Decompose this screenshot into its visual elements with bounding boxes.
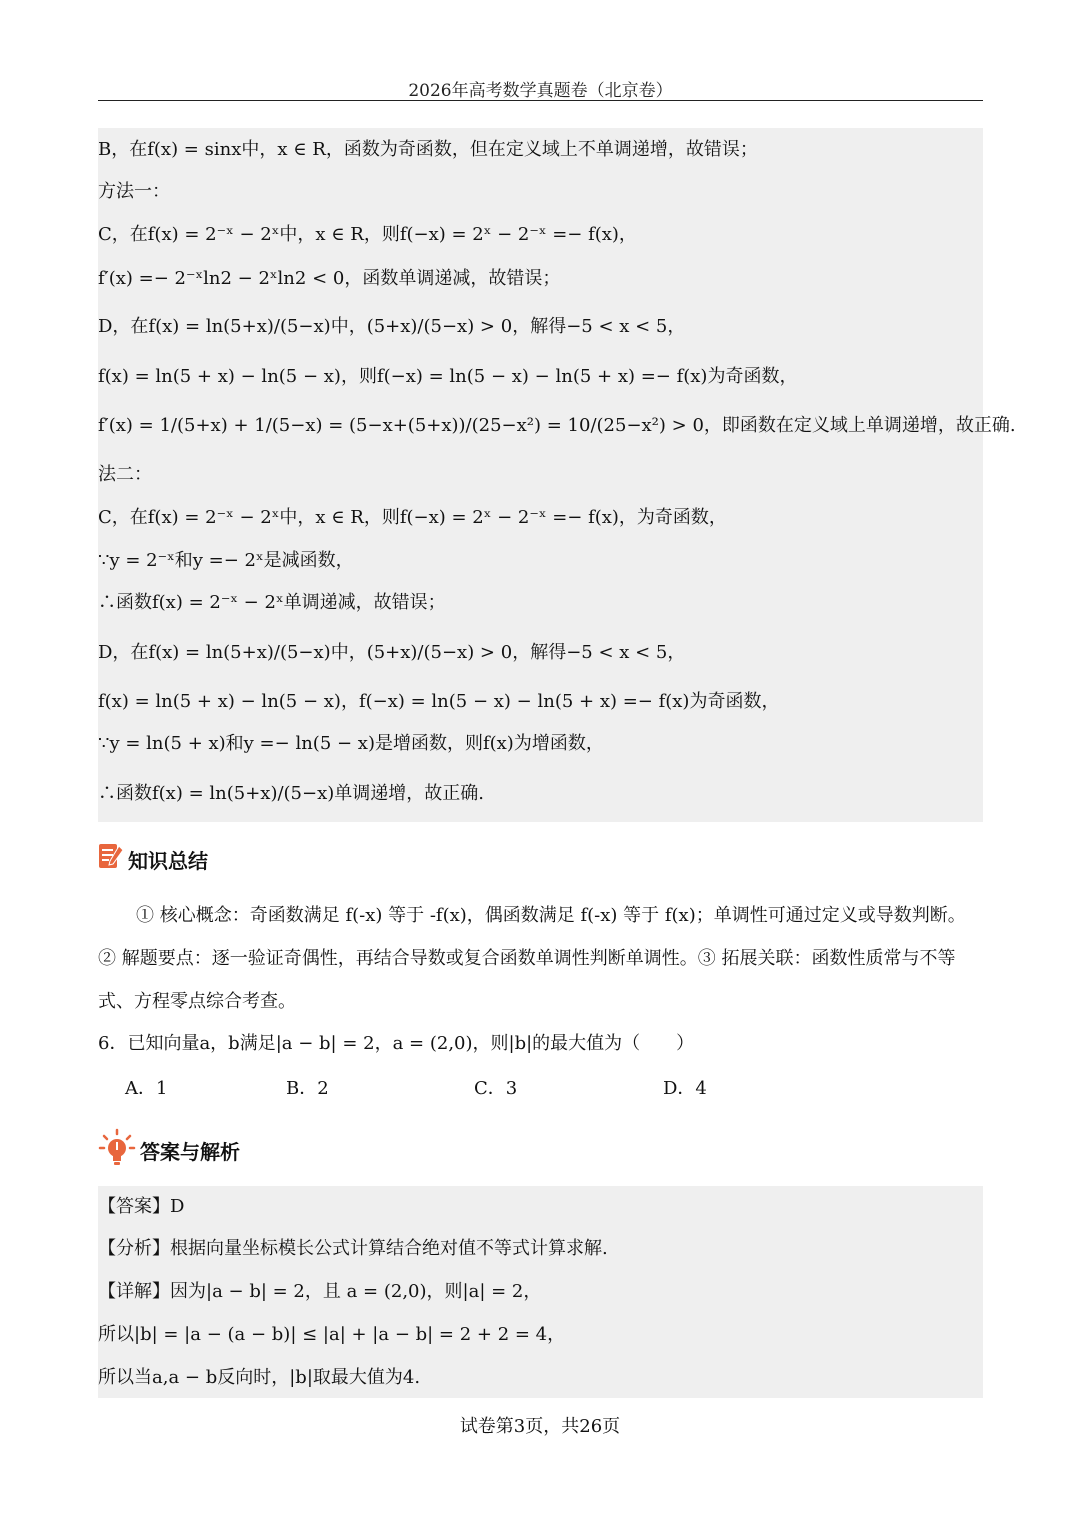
solution-line-10: ∵y = 2⁻ˣ和y =− 2ˣ是减函数， (98, 550, 354, 571)
header-rule (98, 100, 983, 101)
solution-line-3: C，在f(x) = 2⁻ˣ − 2ˣ中，x ∈ R，则f(−x) = 2ˣ − 2⁻ˣ =− f(x)， (98, 224, 637, 245)
solution-line-14: ∵y = ln(5 + x)和y =− ln(5 − x)是增函数，则f(x)为增函数， (98, 733, 604, 754)
notepad-icon (98, 842, 124, 876)
option-a: A．1 (125, 1078, 168, 1099)
solution-line-11: ∴函数f(x) = 2⁻ˣ − 2ˣ单调递减，故错误； (98, 592, 446, 613)
solution-line-15: ∴函数f(x) = ln(5+x)/(5−x)单调递增，故正确. (98, 783, 484, 804)
summary-title: 知识总结 (128, 848, 208, 873)
header-title: 2026年高考数学真题卷（北京卷） (408, 81, 673, 101)
solution-line-12: D，在f(x) = ln(5+x)/(5−x)中，(5+x)/(5−x) > 0，解得−5 < x < 5， (98, 642, 686, 663)
answer-title: 答案与解析 (140, 1139, 240, 1164)
analysis-line: 【分析】根据向量坐标模长公式计算结合绝对值不等式计算求解. (98, 1238, 608, 1259)
lightbulb-icon (98, 1128, 136, 1172)
option-d: D．4 (663, 1078, 707, 1099)
solution-line-8: 法二： (98, 464, 152, 485)
solution-line-9: C，在f(x) = 2⁻ˣ − 2ˣ中，x ∈ R，则f(−x) = 2ˣ − 2⁻ˣ =− f(x)，为奇函数， (98, 507, 727, 528)
page-footer: 试卷第3页，共26页 (459, 1416, 621, 1437)
solution-line-4: f′(x) =− 2⁻ˣln2 − 2ˣln2 < 0，函数单调递减，故错误； (98, 268, 561, 289)
answer-line: 【答案】D (98, 1196, 185, 1217)
question-6-stem: 6．已知向量a，b满足|a − b| = 2，a = (2,0)，则|b|的最大值为（ ） (98, 1033, 695, 1054)
option-c: C．3 (474, 1078, 518, 1099)
detail-line-1: 【详解】因为|a − b| = 2，且 a = (2,0)，则|a| = 2， (98, 1281, 542, 1302)
detail-line-3: 所以当a,a − b反向时，|b|取最大值为4. (98, 1367, 421, 1388)
detail-line-2: 所以|b| = |a − (a − b)| ≤ |a| + |a − b| = 2 + 2 = 4， (98, 1324, 566, 1345)
solution-line-2: 方法一： (98, 181, 170, 202)
summary-text: ① 核心概念：奇函数满足 f(-x) 等于 -f(x)，偶函数满足 f(-x) 等于 f(x)；单调性可通过定义或导数判断。② 解题要点：逐一验证奇偶性，再结合导数或复合函数单调性判断单调性。③ 拓展关联：函数性质常与不等式、方程零点综合考查。 (98, 905, 966, 1012)
answer-heading (98, 1128, 240, 1172)
solution-line-13: f(x) = ln(5 + x) − ln(5 − x)，f(−x) = ln(5 − x) − ln(5 + x) =− f(x)为奇函数， (98, 691, 780, 712)
solution-line-5: D，在f(x) = ln(5+x)/(5−x)中，(5+x)/(5−x) > 0，解得−5 < x < 5， (98, 316, 686, 337)
summary-heading (98, 842, 208, 876)
solution-line-7: f′(x) = 1/(5+x) + 1/(5−x) = (5−x+(5+x))/(25−x²) = 10/(25−x²) > 0，即函数在定义域上单调递增，故正确. (98, 415, 1016, 436)
solution-line-1: B，在f(x) = sinx中，x ∈ R，函数为奇函数，但在定义域上不单调递增，故错误； (98, 139, 758, 160)
option-b: B．2 (286, 1078, 329, 1099)
solution-line-6: f(x) = ln(5 + x) − ln(5 − x)，则f(−x) = ln(5 − x) − ln(5 + x) =− f(x)为奇函数， (98, 366, 798, 387)
